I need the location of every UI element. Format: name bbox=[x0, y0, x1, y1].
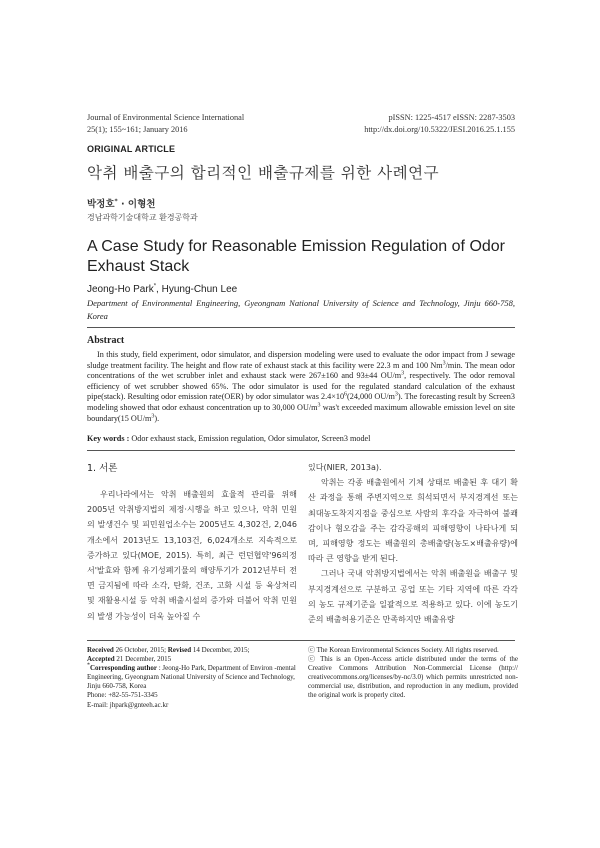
corresponding-label: Corresponding author bbox=[90, 664, 157, 673]
korean-authors bbox=[87, 196, 155, 210]
english-affiliation: Department of Environmental Engineering, Gyeongnam National University of Science and Technology, Jinju 660-758, Korea bbox=[87, 298, 515, 321]
english-author-first: Jeong-Ho Park bbox=[87, 284, 154, 295]
superscript: 3 bbox=[394, 391, 398, 398]
corresponding-mark-foot: * bbox=[87, 662, 90, 669]
superscript: 3 bbox=[317, 402, 321, 409]
footnote-rule bbox=[87, 640, 515, 641]
section-heading: 1. 서론 bbox=[87, 463, 118, 474]
english-title: A Case Study for Reasonable Emission Regulation of Odor Exhaust Stack bbox=[87, 238, 506, 275]
revised-label: Revised bbox=[167, 646, 192, 654]
abstract-body bbox=[87, 350, 515, 424]
keywords-bottom-rule bbox=[87, 450, 515, 451]
journal-issn: pISSN: 1225-4517 eISSN: 2287-3503 bbox=[388, 113, 515, 122]
journal-header-right bbox=[364, 112, 515, 135]
abstract-text: In this study, field experiment, odor simulator, and dispersion modeling were used to evaluate the odor impact from J sewage sludge treatment facility. The height and flow rate of exhaust stack at this facility were 22.3 m and 100 Nm bbox=[87, 350, 515, 370]
korean-affiliation: 경남과학기술대학교 환경공학과 bbox=[87, 213, 198, 222]
abstract-heading: Abstract bbox=[87, 335, 125, 346]
body-paragraph: 그러나 국내 악취방지법에서는 악취 배출원을 배출구 및 부지경계선으로 구분하고 공업 또는 기타 지역에 따른 각각의 농도 규제기준을 일괄적으로 적용하고 있다. 이에 농도기준의 배출허용기준은 만족하지만 배출유량 bbox=[308, 569, 518, 625]
received-label: Received bbox=[87, 646, 114, 654]
body-paragraph: 악취는 각종 배출원에서 기체 상태로 배출된 후 대기 확산 과정을 통해 주변지역으로 희석되면서 부지경계선 또는 최대농도착지지점을 중심으로 사람의 후각을 자극하여 불쾌감이나 혐오감을 주는 감각공해의 피해영향이 나타나게 되며, 피해영향 정도는 배출원의 총배출량(농도×배출유량)에 따라 큰 영향을 받게 된다. bbox=[308, 478, 518, 564]
keywords-label: Key words : bbox=[87, 434, 130, 443]
superscript: 3 bbox=[401, 370, 405, 377]
body-column-right bbox=[308, 460, 518, 627]
body-column-left bbox=[87, 460, 297, 624]
accepted-label: Accepted bbox=[87, 655, 115, 664]
email-line: E-mail: jhpark@gnteeh.ac.kr bbox=[87, 700, 169, 709]
footnote-left bbox=[87, 646, 297, 710]
copyright-line: ⓒ The Korean Environmental Sciences Society. All rights reserved. bbox=[308, 646, 499, 654]
keywords-text: Odor exhaust stack, Emission regulation, Odor simulator, Screen3 model bbox=[129, 434, 371, 443]
body-paragraph: 있다(NIER, 2013a). bbox=[308, 463, 382, 472]
abstract-text: was't exceeded maximum allowable emission level on site boundary(15 OU/m bbox=[87, 402, 515, 423]
corresponding-text: : Jeong-Ho Park, Department of Environ -mental Engineering, Gyeongnam National University of Science and Technology, Jinju 660-758, Korea bbox=[87, 664, 296, 691]
corresponding-mark: * bbox=[114, 197, 118, 205]
revised-date: 14 December, 2015; bbox=[191, 646, 250, 654]
abstract-text: , respectively. The odor removal efficiency of wet scrubber showed 65%. The odor simulator is used for the regulated standard calculation of the exhaust pipe(stack). Resulting odor emission rate(OER) by odor simulator was 2.4×10 bbox=[87, 371, 516, 402]
english-author-rest: , Hyung-Chun Lee bbox=[156, 284, 238, 295]
abstract-top-rule bbox=[87, 327, 515, 328]
keywords-line bbox=[87, 434, 370, 443]
journal-volume: 25(1); 155~161; January 2016 bbox=[87, 124, 188, 134]
abstract-text: ). bbox=[154, 413, 160, 423]
corresponding-mark-en: * bbox=[153, 283, 157, 290]
phone-line: Phone: +82-55-751-3345 bbox=[87, 691, 158, 700]
license-line: ⓒ This is an Open-Access article distributed under the terms of the Creative Commons Attribution Non-Commercial License (http:// creativecommons.org/licenses/by-nc/3.0) which permits unrestricted non-commercial use, distribution, and reproduction in any medium, provided the original work is properly cited. bbox=[308, 655, 518, 700]
article-type-label: ORIGINAL ARTICLE bbox=[87, 144, 176, 154]
korean-author-first: 박정호 bbox=[87, 199, 115, 210]
body-paragraph: 우리나라에서는 악취 배출원의 효율적 관리를 위해 2005년 악취방지법의 제정·시행을 하고 있으나, 악취 민원의 발생건수 및 피민원업소수는 2005년도 4,302건, 2,046개소에서 2013년도 13,103건, 6,024개소로 지속적으로 증가하고 있다(MOE, 2015). 특히, 최근 런던협약'96의정서'발효와 함께 유기성폐기물의 해양투기가 2012년부터 전면 금지됨에 따라 소각, 탄화, 건조, 고화 시설 등 육상처리 및 재활용시설 등 악취 배출시설의 증가와 더불어 악취 민원의 발생 가능성이 더욱 높아질 수 bbox=[87, 490, 297, 621]
superscript: 3 bbox=[151, 412, 155, 419]
accepted-date: 21 December, 2015 bbox=[114, 655, 172, 664]
superscript: 6 bbox=[344, 391, 348, 398]
journal-name: Journal of Environmental Science International bbox=[87, 113, 245, 122]
superscript: 3 bbox=[442, 359, 446, 366]
abstract-text: ). The forecasting result by Screen3 modeling showed that odor exhaust concentration up to 30,000 OU/m bbox=[87, 392, 515, 412]
korean-author-rest: · 이형천 bbox=[117, 199, 156, 210]
received-date: 26 October, 2015; bbox=[113, 646, 168, 654]
journal-doi: http://dx.doi.org/10.5322/JESI.2016.25.1.155 bbox=[364, 124, 515, 134]
abstract-text: (24,000 OU/m bbox=[347, 392, 395, 402]
journal-header-left bbox=[87, 112, 244, 135]
abstract-text: /min. The mean odor concentrations of the wet scrubber inlet and exhaust stack were 267±160 and 93±44 OU/m bbox=[87, 360, 515, 381]
english-authors bbox=[87, 284, 237, 295]
footnote-right bbox=[308, 646, 518, 701]
korean-title: 악취 배출구의 합리적인 배출규제를 위한 사례연구 bbox=[87, 164, 440, 182]
